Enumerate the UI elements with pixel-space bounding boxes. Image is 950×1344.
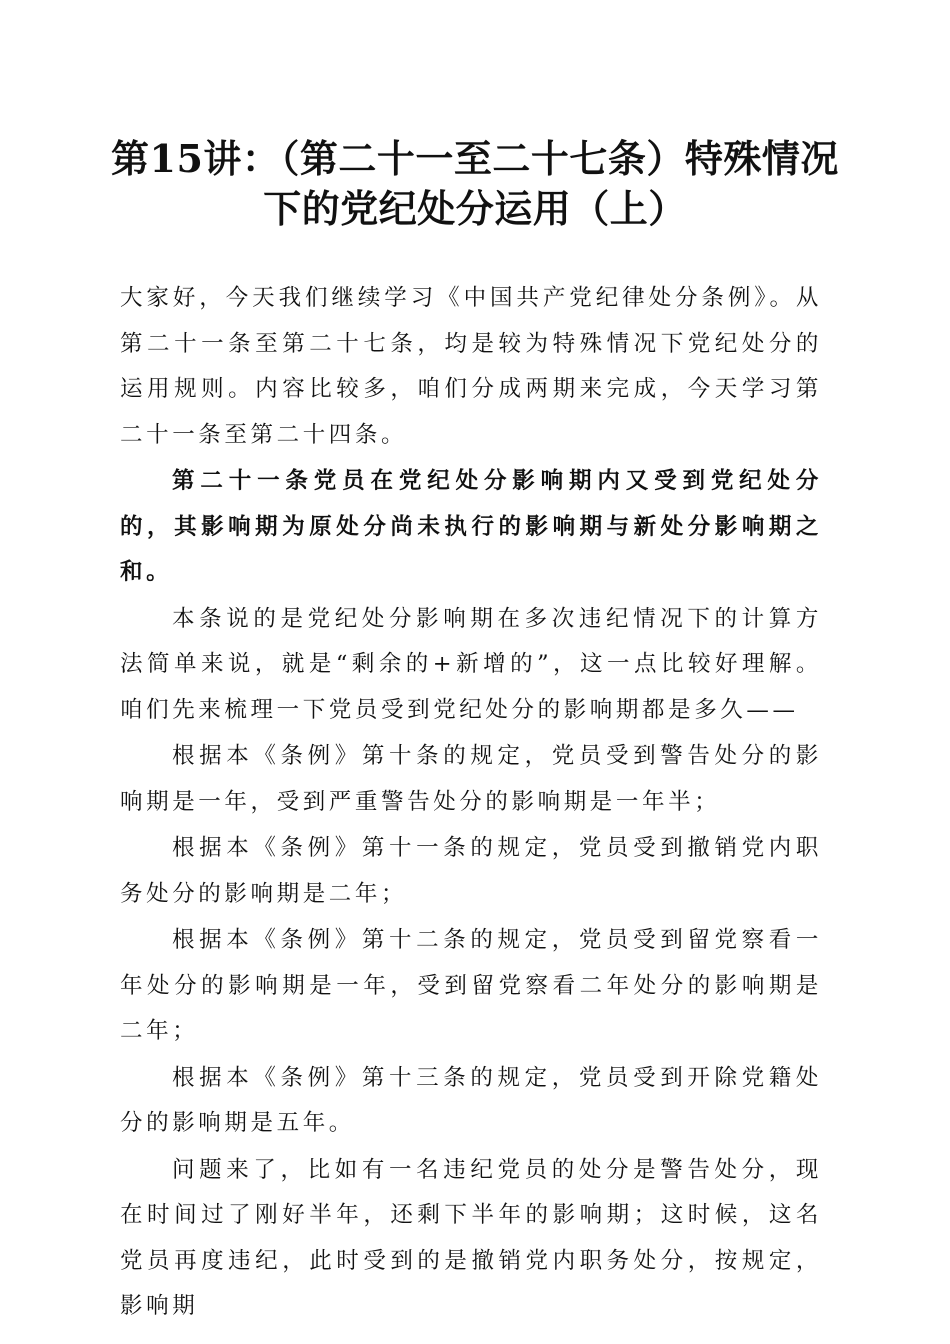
paragraph-article-13: 根据本《条例》第十三条的规定，党员受到开除党籍处分的影响期是五年。 — [120, 1064, 822, 1136]
title-line-2: 下的党纪处分运用（上） — [263, 186, 687, 231]
paragraph-article-11: 根据本《条例》第十一条的规定，党员受到撤销党内职务处分的影响期是二年； — [120, 835, 822, 907]
document-title — [100, 134, 850, 234]
paragraph-article-21: 第二十一条党员在党纪处分影响期内又受到党纪处分的，其影响期为原处分尚未执行的影响期与新处分影响期之和。 — [120, 468, 822, 585]
paragraph-question: 问题来了，比如有一名违纪党员的处分是警告处分，现在时间过了刚好半年，还剩下半年的影响期；这时候，这名党员再度违纪，此时受到的是撤销党内职务处分，按规定，影响期 — [120, 1156, 822, 1319]
paragraph-article-10: 根据本《条例》第十条的规定，党员受到警告处分的影响期是一年，受到严重警告处分的影响期是一年半； — [120, 743, 822, 815]
paragraph-intro: 大家好，今天我们继续学习《中国共产党纪律处分条例》。从第二十一条至第二十七条，均是较为特殊情况下党纪处分的运用规则。内容比较多，咱们分成两期来完成，今天学习第二十一条至第二十四条。 — [120, 285, 822, 448]
paragraph-explanation: 本条说的是党纪处分影响期在多次违纪情况下的计算方法简单来说，就是“剩余的+新增的”，这一点比较好理解。咱们先来梳理一下党员受到党纪处分的影响期都是多久—— — [120, 605, 822, 723]
paragraph-article-12: 根据本《条例》第十二条的规定，党员受到留党察看一年处分的影响期是一年，受到留党察看二年处分的影响期是二年； — [120, 927, 822, 1044]
title-line-1: 第15讲：（第二十一至二十七条）特殊情况 — [111, 136, 839, 181]
document-body — [120, 276, 822, 1331]
